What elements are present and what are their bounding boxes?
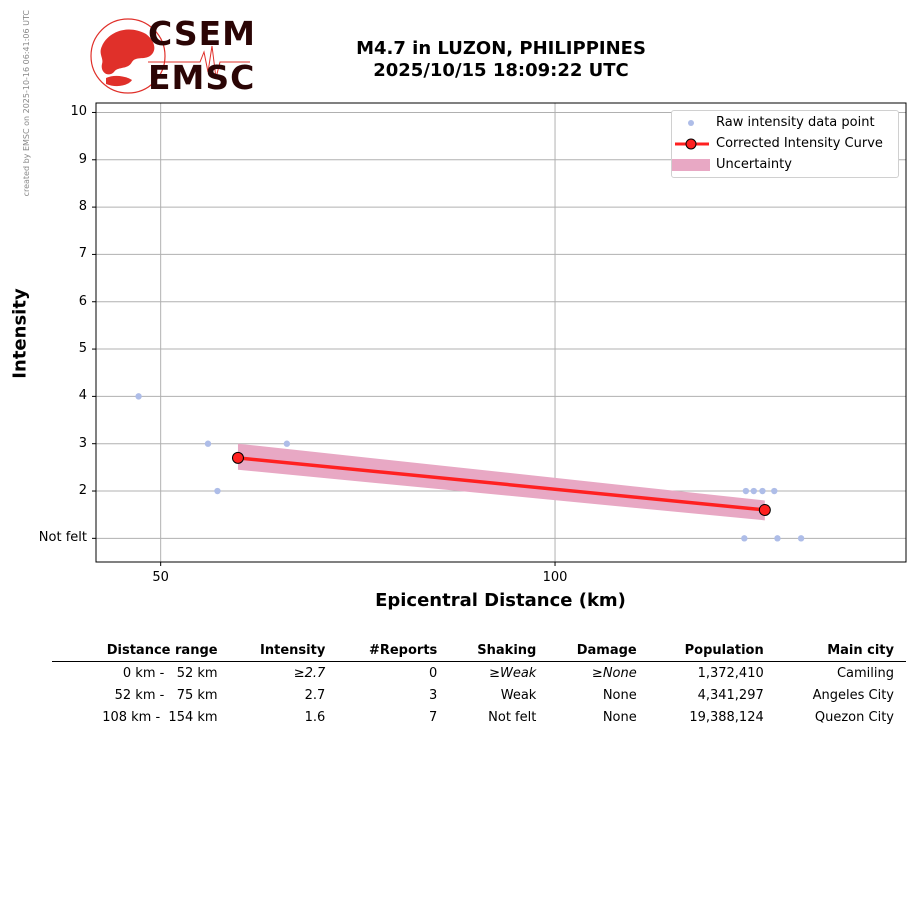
uncertainty-band [238,444,765,521]
y-tick-label: 5 [78,341,87,357]
header-intensity: Intensity [230,641,338,662]
table-row [52,684,906,706]
y-tick-label: 8 [78,199,87,215]
cell-damage: None [602,710,637,725]
cell-main-city: Camiling [836,666,894,681]
legend-entry-uncertainty: Uncertainty [716,157,792,172]
uncertainty-band-layer [238,444,765,521]
chart-title-line2: 2025/10/15 18:09:22 UTC [373,60,629,81]
y-tick-label: 6 [78,293,87,309]
raw-data-point [214,488,220,494]
legend [671,110,899,178]
raw-data-point [798,535,804,541]
cell-intensity: 2.7 [304,688,326,703]
cell-damage: ≥None [591,666,637,681]
cell-distance-range: 108 km - 154 km [102,710,218,725]
cell-reports: 0 [429,666,438,681]
cell-shaking: ≥Weak [489,666,537,681]
header-distance-range: Distance range [52,641,230,662]
credit-text: created by EMSC on 2025-10-16 06:41:06 UTC [22,10,31,197]
legend-band-swatch [672,159,710,171]
cell-intensity: 1.6 [304,710,326,725]
raw-data-point [284,441,290,447]
cell-distance-range: 52 km - 75 km [114,688,218,703]
cell-shaking: Weak [500,688,537,703]
y-tick-label: 9 [78,151,87,167]
logo-text-bottom: EMSC [148,58,256,97]
raw-data-point [771,488,777,494]
header-damage: Damage [548,641,648,662]
x-tick-label: 100 [542,570,568,585]
cell-damage: None [602,688,637,703]
cell-intensity: ≥2.7 [293,666,326,681]
header-population: Population [649,641,776,662]
cell-population: 19,388,124 [689,710,764,725]
legend-curve-marker [686,139,696,149]
tick-marks [92,112,555,566]
y-tick-label: 4 [78,388,87,404]
header-reports: #Reports [337,641,449,662]
raw-data-point [751,488,757,494]
legend-entry-raw: Raw intensity data point [716,115,875,130]
cell-main-city: Angeles City [812,688,894,703]
raw-points-layer [135,393,804,541]
legend-raw-marker [688,120,694,126]
curve-marker [232,452,243,463]
cell-distance-range: 0 km - 52 km [122,666,218,681]
chart-title-line1: M4.7 in LUZON, PHILIPPINES [356,38,646,59]
cell-shaking: Not felt [488,710,537,725]
header-main-city: Main city [776,641,906,662]
y-tick-label: 7 [78,246,87,262]
legend-entry-curve: Corrected Intensity Curve [716,136,883,151]
x-tick-label: 50 [152,570,169,585]
curve-marker [759,504,770,515]
x-axis-label: Epicentral Distance (km) [375,590,626,611]
cell-reports: 7 [429,710,438,725]
table-row [52,706,906,728]
emsc-logo [88,16,258,100]
cell-population: 4,341,297 [697,688,764,703]
y-tick-label: 10 [70,104,87,120]
y-tick-label: 2 [78,483,87,499]
raw-data-point [741,535,747,541]
cell-population: 1,372,410 [697,666,764,681]
raw-data-point [743,488,749,494]
raw-data-point [135,393,141,399]
y-tick-label: 3 [78,435,87,451]
header-shaking: Shaking [449,641,548,662]
cell-reports: 3 [429,688,438,703]
raw-data-point [205,441,211,447]
table-row [52,662,906,685]
raw-data-point [759,488,765,494]
y-tick-label: Not felt [38,530,87,546]
table-header-row [52,641,906,662]
summary-table [52,641,906,728]
cell-main-city: Quezon City [814,710,894,725]
logo-text-top: CSEM [148,14,256,53]
y-axis-label: Intensity [9,288,31,379]
corrected-intensity-curve [238,458,765,510]
raw-data-point [774,535,780,541]
